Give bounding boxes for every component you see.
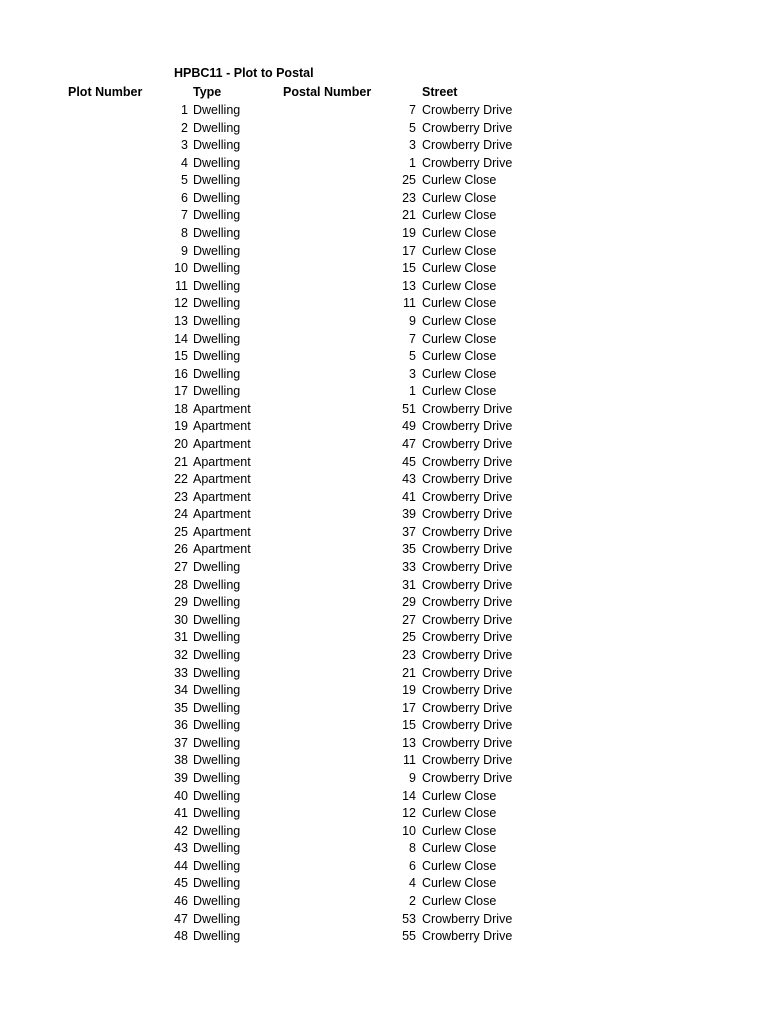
cell-type: Dwelling <box>193 138 241 153</box>
cell-street: Crowberry Drive <box>422 436 513 451</box>
cell-street: Curlew Close <box>422 278 497 293</box>
cell-plot-number: 44 <box>174 858 188 873</box>
header-postal-number: Postal Number <box>283 85 372 99</box>
cell-plot-number: 39 <box>174 770 188 785</box>
cell-plot-number: 43 <box>174 841 188 856</box>
table-row <box>0 454 770 472</box>
cell-type: Dwelling <box>193 155 241 170</box>
cell-type: Dwelling <box>193 366 241 381</box>
cell-plot-number: 5 <box>181 173 188 188</box>
cell-street: Crowberry Drive <box>422 560 513 575</box>
cell-plot-number: 24 <box>174 507 188 522</box>
cell-type: Dwelling <box>193 103 241 117</box>
cell-plot-number: 21 <box>174 454 188 469</box>
cell-type: Apartment <box>193 507 251 522</box>
table-row <box>0 137 770 155</box>
cell-plot-number: 36 <box>174 718 188 733</box>
cell-street: Curlew Close <box>422 296 497 311</box>
table-row <box>0 524 770 542</box>
cell-street: Crowberry Drive <box>422 419 513 434</box>
table-row <box>0 489 770 507</box>
cell-type: Dwelling <box>193 665 241 680</box>
cell-plot-number: 11 <box>175 278 188 293</box>
cell-plot-number: 35 <box>174 700 188 715</box>
cell-postal-number: 13 <box>402 278 416 293</box>
cell-type: Dwelling <box>193 841 241 856</box>
cell-postal-number: 5 <box>409 349 416 364</box>
cell-street: Curlew Close <box>422 173 497 188</box>
cell-street: Crowberry Drive <box>422 647 513 662</box>
cell-plot-number: 29 <box>174 595 188 610</box>
cell-plot-number: 48 <box>174 929 188 944</box>
table-row <box>0 893 770 911</box>
cell-postal-number: 11 <box>403 753 416 768</box>
cell-street: Crowberry Drive <box>422 507 513 522</box>
cell-street: Crowberry Drive <box>422 929 513 944</box>
cell-street: Crowberry Drive <box>422 577 513 592</box>
cell-plot-number: 18 <box>174 401 188 416</box>
cell-type: Dwelling <box>193 876 241 891</box>
cell-street: Curlew Close <box>422 261 497 276</box>
table-row <box>0 190 770 208</box>
sheet-title: HPBC11 - Plot to Postal <box>174 66 314 80</box>
cell-postal-number: 7 <box>409 103 416 117</box>
cell-type: Dwelling <box>193 261 241 276</box>
table-row <box>0 172 770 190</box>
cell-type: Dwelling <box>193 208 241 223</box>
cell-type: Apartment <box>193 489 251 504</box>
cell-type: Apartment <box>193 542 251 557</box>
cell-type: Apartment <box>193 454 251 469</box>
table-row <box>0 682 770 700</box>
cell-street: Crowberry Drive <box>422 700 513 715</box>
cell-street: Curlew Close <box>422 876 497 891</box>
cell-postal-number: 43 <box>402 472 416 487</box>
cell-postal-number: 15 <box>402 718 416 733</box>
table-row <box>0 858 770 876</box>
table-row <box>0 665 770 683</box>
cell-street: Crowberry Drive <box>422 103 513 117</box>
table-row <box>0 401 770 419</box>
cell-street: Curlew Close <box>422 841 497 856</box>
cell-street: Crowberry Drive <box>422 718 513 733</box>
cell-postal-number: 39 <box>402 507 416 522</box>
cell-postal-number: 25 <box>402 173 416 188</box>
cell-postal-number: 23 <box>402 190 416 205</box>
cell-street: Crowberry Drive <box>422 612 513 627</box>
header-street: Street <box>422 85 458 99</box>
table-row <box>0 770 770 788</box>
header-type: Type <box>193 85 222 99</box>
cell-plot-number: 41 <box>174 806 188 821</box>
cell-plot-number: 14 <box>174 331 188 346</box>
cell-street: Curlew Close <box>422 190 497 205</box>
cell-street: Curlew Close <box>422 208 497 223</box>
cell-street: Crowberry Drive <box>422 735 513 750</box>
cell-street: Crowberry Drive <box>422 911 513 926</box>
table-row <box>0 577 770 595</box>
table-row <box>0 735 770 753</box>
cell-plot-number: 16 <box>174 366 188 381</box>
cell-street: Curlew Close <box>422 384 497 399</box>
cell-plot-number: 22 <box>174 472 188 487</box>
table-row <box>0 418 770 436</box>
cell-type: Dwelling <box>193 630 241 645</box>
cell-type: Dwelling <box>193 735 241 750</box>
cell-street: Crowberry Drive <box>422 524 513 539</box>
cell-street: Curlew Close <box>422 858 497 873</box>
cell-postal-number: 3 <box>409 138 416 153</box>
cell-plot-number: 10 <box>174 261 188 276</box>
cell-type: Dwelling <box>193 612 241 627</box>
header-plot-number: Plot Number <box>68 85 143 99</box>
cell-plot-number: 45 <box>174 876 188 891</box>
cell-plot-number: 19 <box>174 419 188 434</box>
table-row <box>0 348 770 366</box>
cell-postal-number: 27 <box>402 612 416 627</box>
cell-type: Apartment <box>193 436 251 451</box>
cell-postal-number: 19 <box>402 683 416 698</box>
cell-plot-number: 47 <box>174 911 188 926</box>
table-row <box>0 155 770 173</box>
cell-postal-number: 2 <box>409 894 416 909</box>
cell-postal-number: 3 <box>409 366 416 381</box>
cell-plot-number: 12 <box>174 296 188 311</box>
cell-plot-number: 26 <box>174 542 188 557</box>
cell-street: Crowberry Drive <box>422 155 513 170</box>
cell-postal-number: 4 <box>409 876 416 891</box>
cell-type: Dwelling <box>193 560 241 575</box>
cell-plot-number: 27 <box>174 560 188 575</box>
cell-postal-number: 17 <box>402 700 416 715</box>
table-row <box>0 647 770 665</box>
cell-plot-number: 1 <box>181 103 188 117</box>
cell-type: Dwelling <box>193 278 241 293</box>
cell-postal-number: 9 <box>409 313 416 328</box>
cell-street: Crowberry Drive <box>422 454 513 469</box>
cell-plot-number: 38 <box>174 753 188 768</box>
table-row <box>0 752 770 770</box>
cell-postal-number: 7 <box>409 331 416 346</box>
cell-postal-number: 23 <box>402 647 416 662</box>
cell-street: Crowberry Drive <box>422 472 513 487</box>
cell-type: Dwelling <box>193 718 241 733</box>
cell-plot-number: 25 <box>174 524 188 539</box>
table-row <box>0 506 770 524</box>
cell-plot-number: 8 <box>181 226 188 241</box>
cell-street: Curlew Close <box>422 894 497 909</box>
table-row <box>0 295 770 313</box>
table-row <box>0 629 770 647</box>
cell-street: Crowberry Drive <box>422 753 513 768</box>
cell-postal-number: 12 <box>402 806 416 821</box>
cell-type: Apartment <box>193 401 251 416</box>
cell-postal-number: 13 <box>402 735 416 750</box>
table-row <box>0 911 770 929</box>
cell-street: Crowberry Drive <box>422 401 513 416</box>
cell-street: Curlew Close <box>422 313 497 328</box>
cell-plot-number: 34 <box>174 683 188 698</box>
cell-postal-number: 45 <box>402 454 416 469</box>
table-row <box>0 331 770 349</box>
cell-street: Curlew Close <box>422 366 497 381</box>
cell-plot-number: 31 <box>174 630 188 645</box>
cell-street: Curlew Close <box>422 226 497 241</box>
cell-type: Dwelling <box>193 911 241 926</box>
cell-type: Dwelling <box>193 243 241 258</box>
cell-plot-number: 4 <box>181 155 188 170</box>
cell-postal-number: 31 <box>402 577 416 592</box>
table-row <box>0 225 770 243</box>
table-row <box>0 278 770 296</box>
cell-street: Crowberry Drive <box>422 630 513 645</box>
cell-type: Dwelling <box>193 577 241 592</box>
cell-plot-number: 33 <box>174 665 188 680</box>
cell-type: Dwelling <box>193 788 241 803</box>
cell-street: Curlew Close <box>422 243 497 258</box>
table-row <box>0 541 770 559</box>
cell-type: Dwelling <box>193 313 241 328</box>
cell-plot-number: 2 <box>181 120 188 135</box>
cell-type: Dwelling <box>193 349 241 364</box>
cell-plot-number: 9 <box>181 243 188 258</box>
cell-postal-number: 14 <box>402 788 416 803</box>
cell-type: Dwelling <box>193 894 241 909</box>
cell-plot-number: 30 <box>174 612 188 627</box>
cell-plot-number: 42 <box>174 823 188 838</box>
cell-street: Crowberry Drive <box>422 595 513 610</box>
table-row <box>0 102 770 120</box>
cell-postal-number: 41 <box>402 489 416 504</box>
table-row <box>0 559 770 577</box>
cell-type: Dwelling <box>193 384 241 399</box>
cell-postal-number: 37 <box>402 524 416 539</box>
cell-plot-number: 6 <box>181 190 188 205</box>
cell-postal-number: 33 <box>402 560 416 575</box>
table-row <box>0 805 770 823</box>
table-row <box>0 612 770 630</box>
cell-postal-number: 6 <box>409 858 416 873</box>
cell-street: Crowberry Drive <box>422 138 513 153</box>
cell-type: Dwelling <box>193 190 241 205</box>
cell-plot-number: 13 <box>174 313 188 328</box>
table-row <box>0 717 770 735</box>
table-row <box>0 366 770 384</box>
cell-type: Dwelling <box>193 120 241 135</box>
table-row <box>0 840 770 858</box>
cell-type: Dwelling <box>193 173 241 188</box>
cell-type: Dwelling <box>193 226 241 241</box>
cell-postal-number: 49 <box>402 419 416 434</box>
cell-type: Apartment <box>193 419 251 434</box>
table-row <box>0 471 770 489</box>
table-row <box>0 823 770 841</box>
cell-postal-number: 15 <box>402 261 416 276</box>
cell-street: Crowberry Drive <box>422 120 513 135</box>
table-row <box>0 207 770 225</box>
table-row <box>0 243 770 261</box>
cell-street: Curlew Close <box>422 788 497 803</box>
table-row <box>0 436 770 454</box>
table-body <box>0 102 770 946</box>
cell-street: Curlew Close <box>422 331 497 346</box>
cell-type: Dwelling <box>193 806 241 821</box>
cell-postal-number: 25 <box>402 630 416 645</box>
table-row <box>0 383 770 401</box>
cell-street: Crowberry Drive <box>422 489 513 504</box>
cell-plot-number: 17 <box>174 384 188 399</box>
cell-postal-number: 51 <box>402 401 416 416</box>
cell-plot-number: 3 <box>181 138 188 153</box>
cell-type: Dwelling <box>193 647 241 662</box>
cell-postal-number: 9 <box>409 770 416 785</box>
table-row <box>0 260 770 278</box>
cell-postal-number: 55 <box>402 929 416 944</box>
cell-type: Dwelling <box>193 823 241 838</box>
cell-plot-number: 46 <box>174 894 188 909</box>
table-row <box>0 313 770 331</box>
cell-postal-number: 1 <box>409 155 416 170</box>
cell-postal-number: 1 <box>409 384 416 399</box>
cell-plot-number: 37 <box>174 735 188 750</box>
cell-plot-number: 15 <box>174 349 188 364</box>
cell-postal-number: 21 <box>402 208 416 223</box>
table-row <box>0 928 770 946</box>
cell-street: Crowberry Drive <box>422 683 513 698</box>
cell-street: Crowberry Drive <box>422 542 513 557</box>
cell-type: Dwelling <box>193 700 241 715</box>
cell-type: Dwelling <box>193 595 241 610</box>
cell-street: Crowberry Drive <box>422 770 513 785</box>
cell-plot-number: 20 <box>174 436 188 451</box>
cell-postal-number: 47 <box>402 436 416 451</box>
table-row <box>0 788 770 806</box>
cell-street: Curlew Close <box>422 349 497 364</box>
cell-postal-number: 53 <box>402 911 416 926</box>
cell-plot-number: 7 <box>181 208 188 223</box>
cell-type: Dwelling <box>193 929 241 944</box>
cell-postal-number: 29 <box>402 595 416 610</box>
cell-type: Apartment <box>193 524 251 539</box>
cell-type: Dwelling <box>193 753 241 768</box>
cell-type: Dwelling <box>193 296 241 311</box>
cell-postal-number: 11 <box>403 296 416 311</box>
table-row <box>0 875 770 893</box>
cell-plot-number: 23 <box>174 489 188 504</box>
cell-plot-number: 40 <box>174 788 188 803</box>
cell-street: Curlew Close <box>422 823 497 838</box>
table-row <box>0 120 770 138</box>
cell-street: Crowberry Drive <box>422 665 513 680</box>
cell-postal-number: 10 <box>402 823 416 838</box>
cell-plot-number: 32 <box>174 647 188 662</box>
cell-postal-number: 17 <box>402 243 416 258</box>
cell-type: Dwelling <box>193 770 241 785</box>
cell-postal-number: 19 <box>402 226 416 241</box>
cell-type: Apartment <box>193 472 251 487</box>
cell-postal-number: 21 <box>402 665 416 680</box>
table-row <box>0 700 770 718</box>
cell-plot-number: 28 <box>174 577 188 592</box>
cell-postal-number: 35 <box>402 542 416 557</box>
table-row <box>0 594 770 612</box>
cell-type: Dwelling <box>193 858 241 873</box>
cell-postal-number: 8 <box>409 841 416 856</box>
cell-type: Dwelling <box>193 683 241 698</box>
cell-type: Dwelling <box>193 331 241 346</box>
cell-street: Curlew Close <box>422 806 497 821</box>
cell-postal-number: 5 <box>409 120 416 135</box>
